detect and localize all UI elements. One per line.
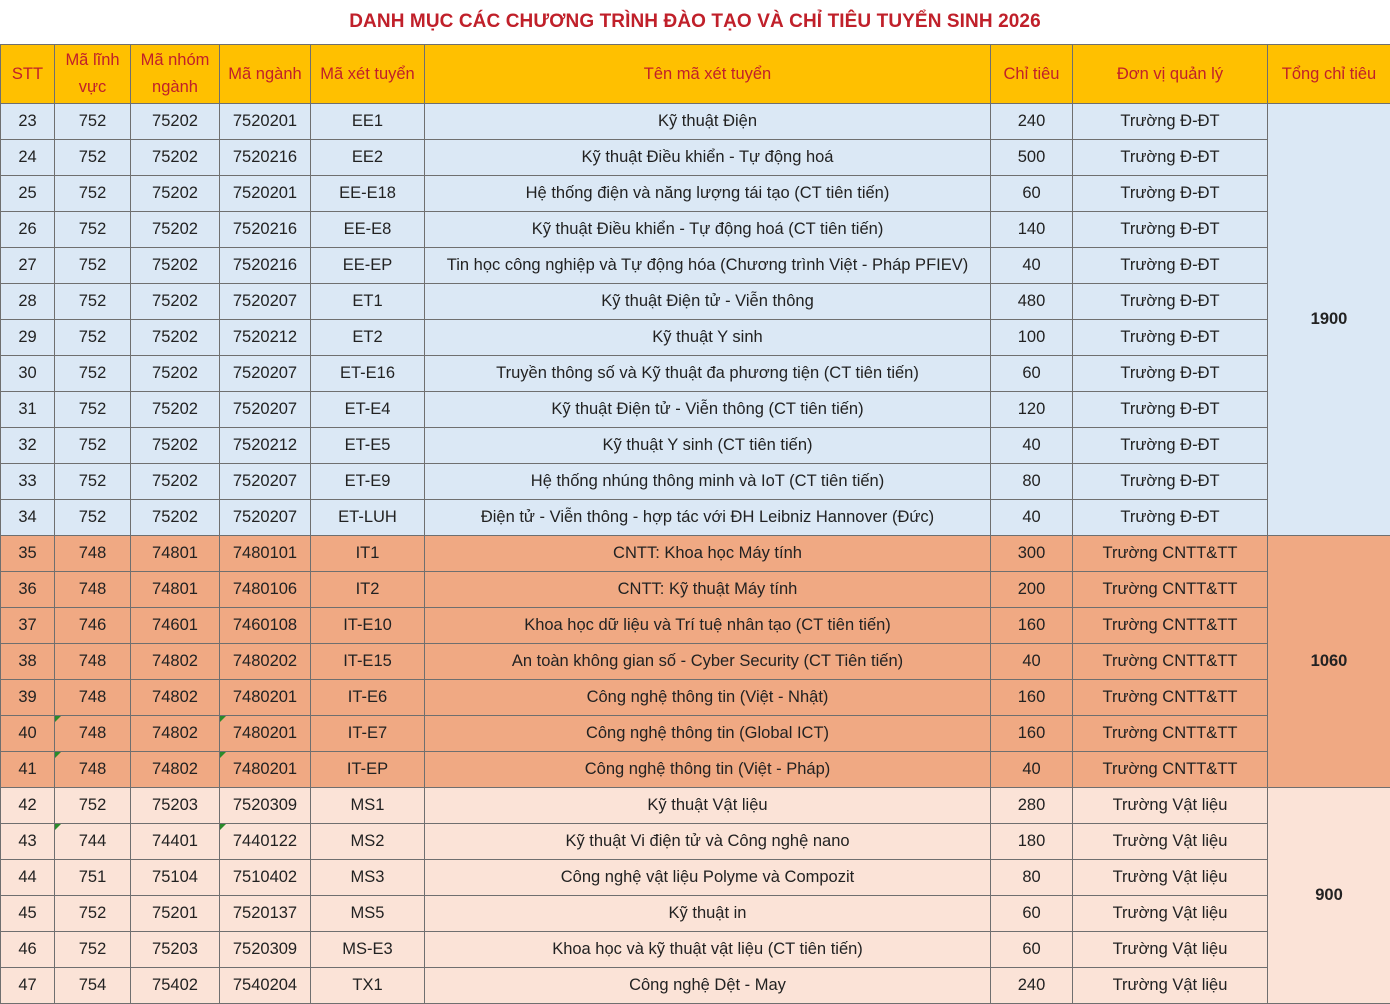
major-code-cell: 7440122 [220,824,311,860]
quota-cell: 40 [991,248,1073,284]
table-row [1,572,1390,608]
major-code-cell: 7480201 [220,716,311,752]
program-name-cell: Khoa học và kỹ thuật vật liệu (CT tiên tiến) [425,932,991,968]
group-code-cell: 75104 [131,860,220,896]
program-name-cell: Điện tử - Viễn thông - hợp tác với ĐH Leibniz Hannover (Đức) [425,500,991,536]
table-row [1,644,1390,680]
major-code-cell: 7480106 [220,572,311,608]
group-code-cell: 75203 [131,788,220,824]
program-name-cell: Kỹ thuật Điều khiển - Tự động hoá [425,140,991,176]
quota-cell: 40 [991,428,1073,464]
unit-cell: Trường Vật liệu [1073,896,1268,932]
admission-code-cell: IT-E7 [311,716,425,752]
admission-code-cell: IT-E6 [311,680,425,716]
stt-cell: 45 [1,896,55,932]
unit-cell: Trường Vật liệu [1073,824,1268,860]
program-name-cell: Công nghệ thông tin (Việt - Pháp) [425,752,991,788]
header-program-name: Tên mã xét tuyển [425,45,991,104]
field-code-cell: 752 [55,320,131,356]
quota-cell: 160 [991,716,1073,752]
table-row [1,608,1390,644]
header-major-code: Mã ngành [220,45,311,104]
table-row [1,248,1390,284]
quota-cell: 280 [991,788,1073,824]
quota-cell: 60 [991,176,1073,212]
program-name-cell: Kỹ thuật Vi điện tử và Công nghệ nano [425,824,991,860]
stt-cell: 28 [1,284,55,320]
field-code-cell: 746 [55,608,131,644]
quota-cell: 240 [991,104,1073,140]
field-code-cell: 752 [55,104,131,140]
program-name-cell: CNTT: Kỹ thuật Máy tính [425,572,991,608]
quota-cell: 200 [991,572,1073,608]
field-code-cell: 752 [55,428,131,464]
admission-code-cell: EE1 [311,104,425,140]
program-name-cell: Kỹ thuật in [425,896,991,932]
stt-cell: 47 [1,968,55,1004]
stt-cell: 27 [1,248,55,284]
program-name-cell: CNTT: Khoa học Máy tính [425,536,991,572]
unit-cell: Trường Đ-ĐT [1073,212,1268,248]
program-name-cell: Công nghệ thông tin (Global ICT) [425,716,991,752]
program-name-cell: Công nghệ Dệt - May [425,968,991,1004]
table-row [1,536,1390,572]
admission-code-cell: EE-E8 [311,212,425,248]
field-code-cell: 748 [55,536,131,572]
header-group-code: Mã nhóm ngành [131,45,220,104]
stt-cell: 25 [1,176,55,212]
table-row [1,176,1390,212]
group-code-cell: 75202 [131,284,220,320]
group-total-quota: 900 [1268,788,1390,1004]
admission-code-cell: MS2 [311,824,425,860]
group-code-cell: 75202 [131,500,220,536]
quota-cell: 300 [991,536,1073,572]
program-name-cell: Kỹ thuật Điện tử - Viễn thông (CT tiên tiến) [425,392,991,428]
major-code-cell: 7520207 [220,464,311,500]
table-row [1,788,1390,824]
major-code-cell: 7480201 [220,752,311,788]
field-code-cell: 752 [55,212,131,248]
field-code-cell: 752 [55,248,131,284]
group-code-cell: 75202 [131,356,220,392]
group-code-cell: 75203 [131,932,220,968]
group-code-cell: 74801 [131,536,220,572]
admission-code-cell: MS5 [311,896,425,932]
group-code-cell: 74401 [131,824,220,860]
table-row [1,752,1390,788]
program-name-cell: Kỹ thuật Điều khiển - Tự động hoá (CT tiên tiến) [425,212,991,248]
quota-cell: 160 [991,680,1073,716]
table-row [1,680,1390,716]
quota-cell: 140 [991,212,1073,248]
unit-cell: Trường Đ-ĐT [1073,320,1268,356]
field-code-cell: 752 [55,932,131,968]
group-total-quota: 1900 [1268,104,1390,536]
group-code-cell: 74802 [131,680,220,716]
field-code-cell: 752 [55,140,131,176]
header-field-code: Mã lĩnh vực [55,45,131,104]
table-row [1,320,1390,356]
unit-cell: Trường CNTT&TT [1073,608,1268,644]
stt-cell: 40 [1,716,55,752]
program-name-cell: Hệ thống nhúng thông minh và IoT (CT tiên tiến) [425,464,991,500]
major-code-cell: 7480202 [220,644,311,680]
header-unit: Đơn vị quản lý [1073,45,1268,104]
stt-cell: 39 [1,680,55,716]
program-name-cell: Công nghệ thông tin (Việt - Nhật) [425,680,991,716]
major-code-cell: 7520309 [220,932,311,968]
major-code-cell: 7460108 [220,608,311,644]
admission-code-cell: EE-EP [311,248,425,284]
major-code-cell: 7520201 [220,176,311,212]
admission-code-cell: MS-E3 [311,932,425,968]
field-code-cell: 748 [55,752,131,788]
unit-cell: Trường Đ-ĐT [1073,284,1268,320]
major-code-cell: 7540204 [220,968,311,1004]
table-row [1,356,1390,392]
quota-cell: 60 [991,356,1073,392]
quota-cell: 500 [991,140,1073,176]
major-code-cell: 7480201 [220,680,311,716]
quota-cell: 80 [991,860,1073,896]
major-code-cell: 7520207 [220,284,311,320]
stt-cell: 46 [1,932,55,968]
stt-cell: 23 [1,104,55,140]
major-code-cell: 7520212 [220,320,311,356]
group-code-cell: 75202 [131,176,220,212]
admission-code-cell: EE-E18 [311,176,425,212]
program-name-cell: Hệ thống điện và năng lượng tái tạo (CT tiên tiến) [425,176,991,212]
quota-cell: 160 [991,608,1073,644]
major-code-cell: 7520216 [220,248,311,284]
admission-code-cell: IT2 [311,572,425,608]
group-code-cell: 75202 [131,428,220,464]
group-code-cell: 74601 [131,608,220,644]
major-code-cell: 7520201 [220,104,311,140]
quota-cell: 120 [991,392,1073,428]
field-code-cell: 752 [55,176,131,212]
unit-cell: Trường CNTT&TT [1073,536,1268,572]
unit-cell: Trường Đ-ĐT [1073,392,1268,428]
admission-code-cell: MS3 [311,860,425,896]
table-row [1,860,1390,896]
stt-cell: 33 [1,464,55,500]
program-name-cell: Kỹ thuật Y sinh (CT tiên tiến) [425,428,991,464]
stt-cell: 36 [1,572,55,608]
program-name-cell: An toàn không gian số - Cyber Security (CT Tiên tiến) [425,644,991,680]
program-name-cell: Kỹ thuật Y sinh [425,320,991,356]
table-row [1,896,1390,932]
stt-cell: 26 [1,212,55,248]
stt-cell: 29 [1,320,55,356]
group-code-cell: 74801 [131,572,220,608]
quota-cell: 180 [991,824,1073,860]
major-code-cell: 7520207 [220,500,311,536]
group-code-cell: 75202 [131,464,220,500]
field-code-cell: 748 [55,572,131,608]
stt-cell: 37 [1,608,55,644]
table-row [1,392,1390,428]
field-code-cell: 754 [55,968,131,1004]
program-name-cell: Công nghệ vật liệu Polyme và Compozit [425,860,991,896]
admission-code-cell: MS1 [311,788,425,824]
admissions-table [0,44,1390,1004]
program-name-cell: Tin học công nghiệp và Tự động hóa (Chương trình Việt - Pháp PFIEV) [425,248,991,284]
stt-cell: 43 [1,824,55,860]
table-row [1,428,1390,464]
table-row [1,500,1390,536]
header-total-quota: Tổng chỉ tiêu [1268,45,1390,104]
stt-cell: 24 [1,140,55,176]
field-code-cell: 752 [55,392,131,428]
stt-cell: 34 [1,500,55,536]
table-row [1,104,1390,140]
group-code-cell: 74802 [131,644,220,680]
group-code-cell: 75202 [131,212,220,248]
admission-code-cell: ET1 [311,284,425,320]
program-name-cell: Khoa học dữ liệu và Trí tuệ nhân tạo (CT tiên tiến) [425,608,991,644]
field-code-cell: 752 [55,464,131,500]
field-code-cell: 752 [55,500,131,536]
unit-cell: Trường CNTT&TT [1073,644,1268,680]
field-code-cell: 752 [55,896,131,932]
quota-cell: 60 [991,896,1073,932]
unit-cell: Trường Đ-ĐT [1073,464,1268,500]
field-code-cell: 748 [55,644,131,680]
unit-cell: Trường Vật liệu [1073,932,1268,968]
stt-cell: 38 [1,644,55,680]
field-code-cell: 752 [55,788,131,824]
major-code-cell: 7520212 [220,428,311,464]
group-code-cell: 74802 [131,752,220,788]
stt-cell: 42 [1,788,55,824]
quota-cell: 40 [991,500,1073,536]
major-code-cell: 7510402 [220,860,311,896]
unit-cell: Trường CNTT&TT [1073,680,1268,716]
unit-cell: Trường Đ-ĐT [1073,500,1268,536]
field-code-cell: 752 [55,356,131,392]
stt-cell: 41 [1,752,55,788]
quota-cell: 80 [991,464,1073,500]
major-code-cell: 7480101 [220,536,311,572]
unit-cell: Trường Vật liệu [1073,788,1268,824]
unit-cell: Trường Đ-ĐT [1073,248,1268,284]
major-code-cell: 7520216 [220,140,311,176]
admission-code-cell: ET2 [311,320,425,356]
table-row [1,824,1390,860]
field-code-cell: 748 [55,716,131,752]
unit-cell: Trường Đ-ĐT [1073,140,1268,176]
unit-cell: Trường Đ-ĐT [1073,428,1268,464]
field-code-cell: 744 [55,824,131,860]
header-stt: STT [1,45,55,104]
admission-code-cell: TX1 [311,968,425,1004]
major-code-cell: 7520137 [220,896,311,932]
admission-code-cell: ET-LUH [311,500,425,536]
group-code-cell: 75202 [131,104,220,140]
program-name-cell: Kỹ thuật Vật liệu [425,788,991,824]
admission-code-cell: IT-E15 [311,644,425,680]
stt-cell: 44 [1,860,55,896]
quota-cell: 240 [991,968,1073,1004]
quota-cell: 60 [991,932,1073,968]
major-code-cell: 7520216 [220,212,311,248]
major-code-cell: 7520207 [220,356,311,392]
table-row [1,212,1390,248]
unit-cell: Trường Đ-ĐT [1073,356,1268,392]
unit-cell: Trường CNTT&TT [1073,716,1268,752]
header-row [1,45,1390,104]
unit-cell: Trường Vật liệu [1073,968,1268,1004]
quota-cell: 40 [991,644,1073,680]
group-total-quota: 1060 [1268,536,1390,788]
table-row [1,140,1390,176]
program-name-cell: Kỹ thuật Điện [425,104,991,140]
page-title: DANH MỤC CÁC CHƯƠNG TRÌNH ĐÀO TẠO VÀ CHỈ TIÊU TUYỂN SINH 2026 [349,11,1041,32]
unit-cell: Trường Đ-ĐT [1073,176,1268,212]
group-code-cell: 75202 [131,248,220,284]
group-code-cell: 75202 [131,140,220,176]
quota-cell: 40 [991,752,1073,788]
table-row [1,464,1390,500]
program-name-cell: Truyền thông số và Kỹ thuật đa phương tiện (CT tiên tiến) [425,356,991,392]
group-code-cell: 75402 [131,968,220,1004]
major-code-cell: 7520309 [220,788,311,824]
stt-cell: 32 [1,428,55,464]
field-code-cell: 751 [55,860,131,896]
admission-code-cell: ET-E5 [311,428,425,464]
admission-code-cell: EE2 [311,140,425,176]
quota-cell: 100 [991,320,1073,356]
admission-code-cell: IT-EP [311,752,425,788]
field-code-cell: 748 [55,680,131,716]
program-name-cell: Kỹ thuật Điện tử - Viễn thông [425,284,991,320]
header-admission-code: Mã xét tuyển [311,45,425,104]
table-body [1,104,1390,1004]
table-row [1,716,1390,752]
stt-cell: 31 [1,392,55,428]
admission-code-cell: ET-E4 [311,392,425,428]
field-code-cell: 752 [55,284,131,320]
unit-cell: Trường Đ-ĐT [1073,104,1268,140]
admission-code-cell: IT-E10 [311,608,425,644]
major-code-cell: 7520207 [220,392,311,428]
group-code-cell: 74802 [131,716,220,752]
unit-cell: Trường CNTT&TT [1073,752,1268,788]
table-row [1,932,1390,968]
unit-cell: Trường CNTT&TT [1073,572,1268,608]
header-quota: Chỉ tiêu [991,45,1073,104]
admission-code-cell: ET-E16 [311,356,425,392]
group-code-cell: 75201 [131,896,220,932]
stt-cell: 35 [1,536,55,572]
admission-code-cell: IT1 [311,536,425,572]
admission-code-cell: ET-E9 [311,464,425,500]
quota-cell: 480 [991,284,1073,320]
table-row [1,968,1390,1004]
stt-cell: 30 [1,356,55,392]
group-code-cell: 75202 [131,320,220,356]
group-code-cell: 75202 [131,392,220,428]
unit-cell: Trường Vật liệu [1073,860,1268,896]
table-row [1,284,1390,320]
